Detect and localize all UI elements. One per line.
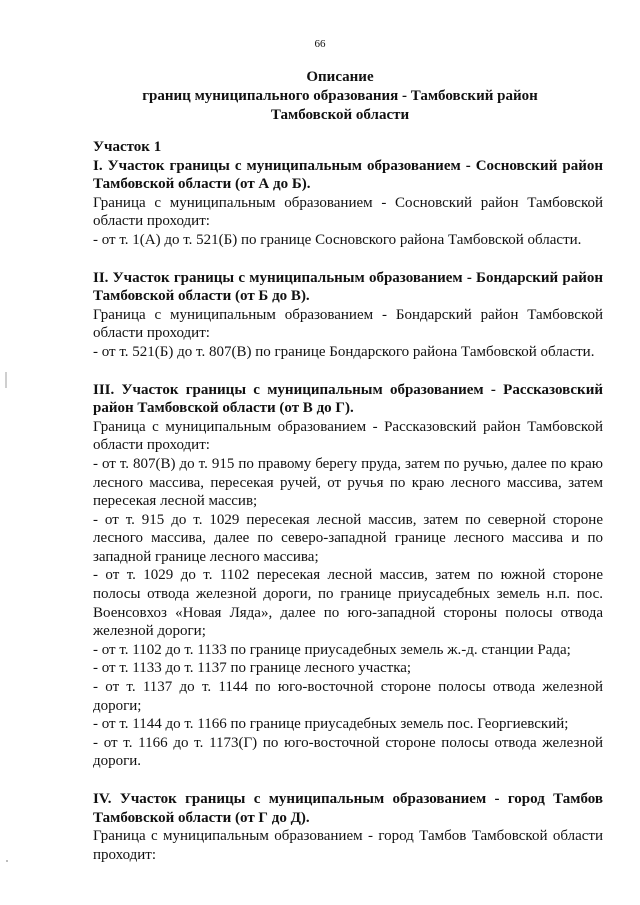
boundary-line: - от т. 1144 до т. 1166 по границе приусадебных земель пос. Георгиевский; <box>93 716 569 733</box>
section-intro: Граница с муниципальным образованием - Бондарский район Тамбовской области проходит: <box>93 306 603 342</box>
section-intro: Граница с муниципальным образованием - город Тамбов Тамбовской области проходит: <box>93 828 603 863</box>
scan-edge-dot <box>6 860 8 862</box>
plot-label: Участок 1 <box>93 139 162 155</box>
document-title-line-1: Описание <box>306 69 374 85</box>
boundary-line: - от т. 915 до т. 1029 пересекая лесной массив, затем по северной стороне лесного массива, далее по северо-западной границе лесного массива и по западной границе лесного массива; <box>93 511 603 565</box>
section-3 <box>93 381 603 771</box>
boundary-line: - от т. 1(А) до т. 521(Б) по границе Сосновского района Тамбовской области. <box>93 231 582 248</box>
section-intro: Граница с муниципальным образованием - Рассказовский район Тамбовской области проходит: <box>93 418 603 454</box>
section-4 <box>93 790 603 864</box>
boundary-line: - от т. 521(Б) до т. 807(В) по границе Бондарского района Тамбовской области. <box>93 343 595 360</box>
section-intro: Граница с муниципальным образованием - Сосновский район Тамбовской области проходит: <box>93 194 603 230</box>
section-lines <box>93 231 603 250</box>
boundary-line: - от т. 1166 до т. 1173(Г) по юго-восточной стороне полосы отвода железной дороги. <box>93 734 603 770</box>
document-title <box>90 68 590 125</box>
section-2 <box>93 269 603 362</box>
boundary-line: - от т. 1133 до т. 1137 по границе лесного участка; <box>93 660 412 677</box>
page-number: 66 <box>314 38 326 50</box>
section-heading: I. Участок границы с муниципальным образованием - Сосновский район Тамбовской области (от А до Б). <box>93 157 603 193</box>
section-heading: II. Участок границы с муниципальным образованием - Бондарский район Тамбовской области (от Б до В). <box>93 269 603 305</box>
boundary-line: - от т. 1102 до т. 1133 по границе приусадебных земель ж.-д. станции Рада; <box>93 641 571 658</box>
section-1 <box>93 157 603 250</box>
section-lines <box>93 343 603 362</box>
section-lines <box>93 455 603 771</box>
boundary-line: - от т. 1137 до т. 1144 по юго-восточной стороне полосы отвода железной дороги; <box>93 679 603 714</box>
boundary-line: - от т. 807(В) до т. 915 по правому берегу пруда, затем по ручью, далее по краю лесного массива, пересекая ручей, от ручья по краю лесного массива, затем пересекая лесной массив; <box>93 455 603 510</box>
document-title-line-2: границ муниципального образования - Тамбовский район <box>142 88 538 104</box>
document-body <box>93 138 603 864</box>
scan-binding-mark <box>5 372 7 388</box>
section-heading: IV. Участок границы с муниципальным образованием - город Тамбов Тамбовской области (от Г до Д). <box>93 791 603 826</box>
boundary-line: - от т. 1029 до т. 1102 пересекая лесной массив, затем по южной стороне полосы отвода железной дороги, по границе приусадебных земель н.п. пос. Военсовхоз «Новая Ляда», далее по юго-западной стороны полосы отвода железной дороги; <box>93 567 603 640</box>
section-heading: III. Участок границы с муниципальным образованием - Рассказовский район Тамбовской области (от В до Г). <box>93 381 603 417</box>
document-title-line-3: Тамбовской области <box>270 107 410 123</box>
